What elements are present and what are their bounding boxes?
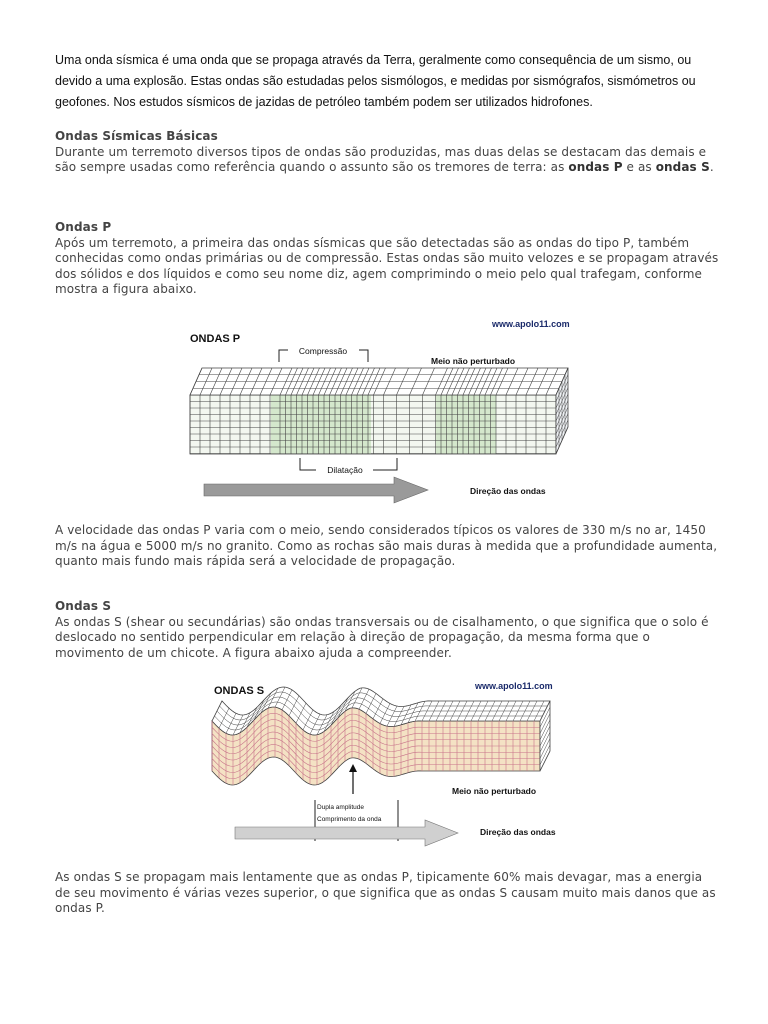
p-waves-figure bbox=[176, 312, 588, 512]
s-waves-block bbox=[212, 687, 550, 785]
term-s-waves: ondas S bbox=[655, 160, 710, 174]
p-waves-section bbox=[55, 220, 720, 298]
s-closing-text: As ondas S se propagam mais lentamente que as ondas P, tipicamente 60% mais devagar, mas a energia de seu movimento é várias vezes superior, o que significa que as ondas S causam muito mais danos que as ondas P. bbox=[55, 870, 716, 915]
p-fig-dilatation: Dilatação bbox=[327, 465, 363, 475]
s-fig-amplitude: Dupla amplitude bbox=[317, 804, 364, 811]
p-fig-compression: Compressão bbox=[298, 346, 348, 356]
s-waves-closing bbox=[55, 870, 720, 917]
basic-waves-text: Durante um terremoto diversos tipos de ondas são produzidas, mas duas delas se destacam das demais e são sempre usadas como referência quando o assunto são os tremores de terra: as ondas P e as ondas S. bbox=[55, 144, 714, 174]
s-waves-figure bbox=[200, 676, 570, 848]
p-fig-website: www.apolo11.com bbox=[492, 319, 570, 329]
p-waves-text: Após um terremoto, a primeira das ondas sísmicas que são detectadas são as ondas do tipo P, também conhecidas como ondas primárias ou de compressão. Estas ondas são muito velozes e se propagam através dos sólidos e dos líquidos e como seu nome diz, agem comprimindo o meio pelo qual trafegam, conforme mostra a figura abaixo. bbox=[55, 235, 719, 296]
s-fig-wavelength: Comprimento da onda bbox=[317, 816, 382, 823]
s-fig-undisturbed: Meio não perturbado bbox=[452, 786, 537, 796]
p-fig-undisturbed: Meio não perturbado bbox=[431, 356, 516, 366]
p-waves-velocity bbox=[55, 523, 720, 570]
s-fig-title: ONDAS S bbox=[214, 685, 265, 697]
p-velocity-text: A velocidade das ondas P varia com o meio, sendo considerados típicos os valores de 330 m/s no ar, 1450 m/s na água e 5000 m/s no granito. Como as rochas são mais duras à medida que a profundidade aumenta, quanto mais fundo mais rápida será a velocidade de propagação. bbox=[55, 523, 718, 568]
s-waves-heading: Ondas S bbox=[55, 599, 112, 613]
basic-waves-section bbox=[55, 129, 720, 176]
s-waves-section bbox=[55, 599, 720, 661]
basic-waves-heading: Ondas Sísmicas Básicas bbox=[55, 129, 218, 143]
s-direction-arrow bbox=[235, 820, 458, 846]
p-fig-title: ONDAS P bbox=[190, 333, 241, 345]
s-fig-direction: Direção das ondas bbox=[480, 827, 556, 837]
term-p-waves: ondas P bbox=[568, 160, 623, 174]
p-waves-block bbox=[190, 368, 568, 454]
p-waves-heading: Ondas P bbox=[55, 220, 112, 234]
p-fig-direction: Direção das ondas bbox=[470, 486, 546, 496]
intro-paragraph: Uma onda sísmica é uma onda que se propaga através da Terra, geralmente como consequência de um sismo, ou devido a uma explosão. Estas ondas são estudadas pelos sismólogos, e medidas por sismógrafos, sismómetros ou geofones. Nos estudos sísmicos de jazidas de petróleo também podem ser utilizados hidrofones. bbox=[55, 53, 696, 109]
s-waves-text: As ondas S (shear ou secundárias) são ondas transversais ou de cisalhamento, o que significa que o solo é deslocado no sentido perpendicular em relação à direção de propagação, da mesma forma que o movimento de um chicote. A figura abaixo ajuda a compreender. bbox=[55, 614, 709, 660]
p-direction-arrow bbox=[204, 477, 428, 503]
s-fig-website: www.apolo11.com bbox=[475, 681, 553, 691]
